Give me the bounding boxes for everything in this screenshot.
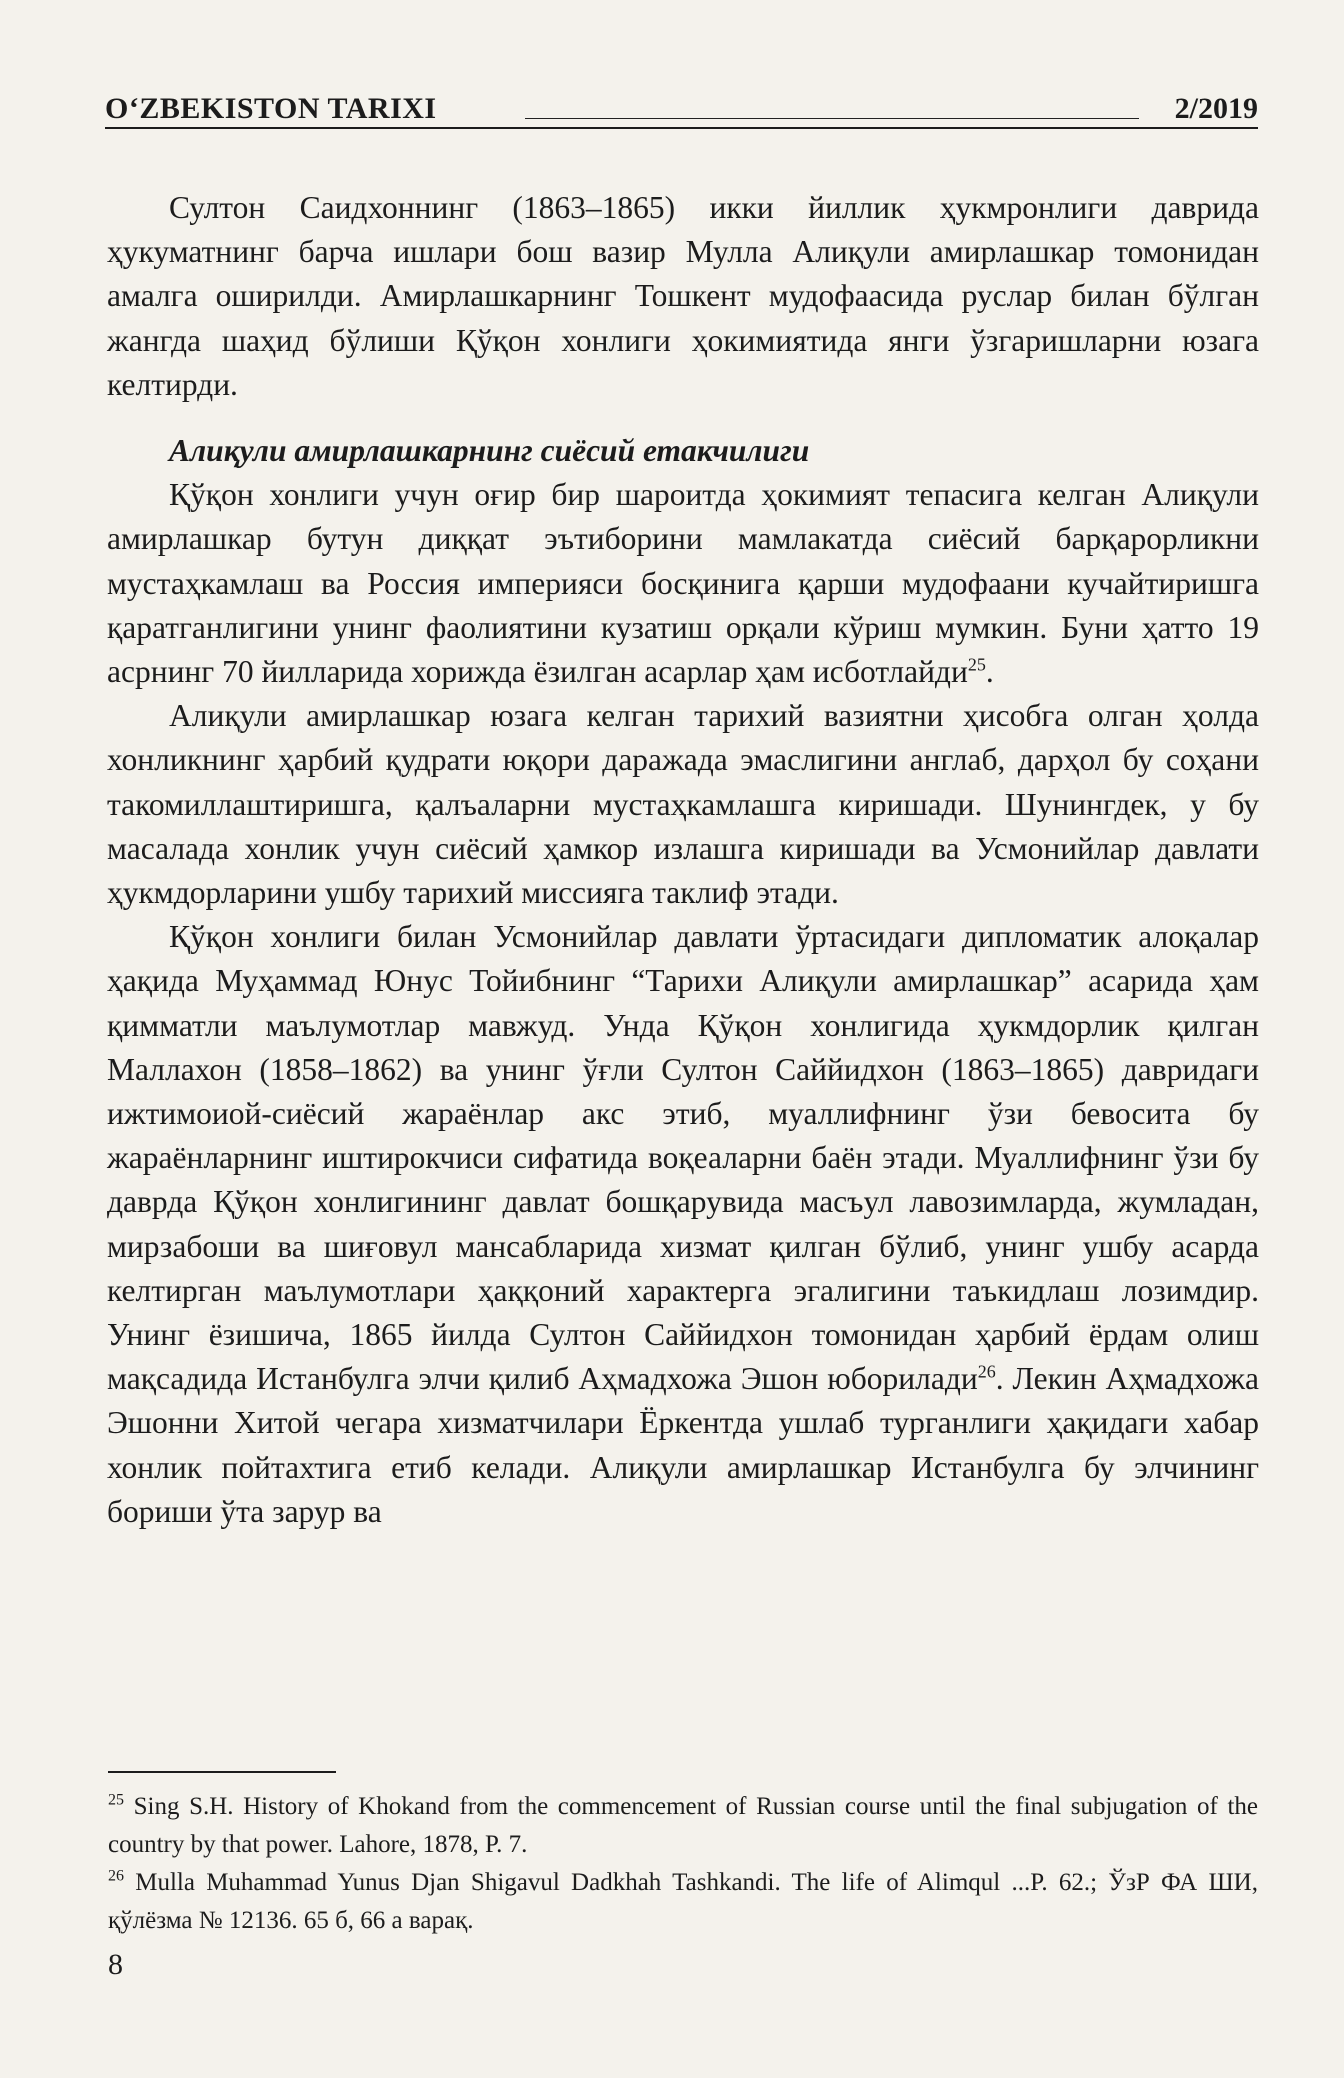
issue-number: 2/2019 (1174, 92, 1258, 125)
paragraph-3: Алиқули амирлашкар юзага келган тарихий вазиятни ҳисобга олган ҳолда хонликнинг ҳарбий қудрати юқори даражада эмаслигини англаб, дарҳол бу соҳани такомиллаштиришга, қалъаларни мустаҳкамлашга киришади. Шунингдек, у бу масалада хонлик учун сиёсий ҳамкор излашга киришади ва Усмонийлар давлати ҳукмдорларини ушбу тарихий миссияга таклиф этади. (107, 698, 1259, 911)
running-header (105, 78, 1258, 130)
paragraph-2: Қўқон хонлиги учун оғир бир шароитда ҳокимият тепасига келган Алиқули амирлашкар бутун диққат эътиборини мамлакатда сиёсий барқарорликни мустаҳкамлаш ва Россия империяси босқинига қарши мудофаани кучайтиришга қаратганлигини унинг фаолиятини кузатиш орқали кўриш мумкин. Буни ҳатто 19 асрнинг 70 йилларида хорижда ёзилган асарлар ҳам исботлайди$^{25}$. (107, 477, 1259, 690)
paragraph-4-text-b: . Лекин Аҳмадхожа Эшонни Хитой чегара хизматчилари Ёркентда ушлаб турганлиги ҳақидаги хабар хонлик пойтахтига етиб келади. Алиқули амирлашкар Истанбулга бу элчининг бориши ўта зарур ва (107, 1361, 1259, 1529)
article-body (107, 186, 1259, 1534)
section-heading: Алиқули амирлашкарнинг сиёсий етакчилиги (169, 433, 810, 469)
footnote-text: Mulla Muhammad Yunus Djan Shigavul Dadkhah Tashkandi. The life of Alimqul ...P. 62.; ЎзР ФА ШИ, қўлёзма № 12136. 65 б, 66 а варақ. (108, 1869, 1258, 1934)
footnotes (108, 1788, 1258, 1940)
paragraph-4-text-a: Қўқон хонлиги билан Усмонийлар давлати ўртасидаги дипломатик алоқалар ҳақида Муҳаммад Юнус Тойибнинг “Тарихи Алиқули амирлашкар” асарида ҳам қимматли маълумотлар мавжуд. Унда Қўқон хонлигида ҳукмдорлик қилган Маллахон (1858–1862) ва унинг ўғли Султон Саййидхон (1863–1865) давридаги ижтимоиой-сиёсий жараёнлар акс этиб, муаллифнинг ўзи бевосита бу жараёнларнинг иштирокчиси сифатида воқеаларни баён этади. Муаллифнинг ўзи бу даврда Қўқон хонлигининг давлат бошқарувида масъул лавозимларда, жумладан, мирзабоши ва шиғовул мансабларида хизмат қилган бўлиб, унинг ушбу асарда келтирган маълумотлари ҳаққоний характерга эгалигини таъкидлаш лозимдир. Унинг ёзишича, 1865 йилда Султон Саййидхон томонидан ҳарбий ёрдам олиш мақсадида Истанбулга элчи қилиб Аҳмадхожа Эшон юборилади (107, 919, 1259, 1397)
paragraph-4 (107, 915, 1259, 1534)
footnote-26 (108, 1864, 1258, 1940)
journal-title: O‘ZBEKISTON TARIXI (105, 92, 437, 125)
page-number: 8 (108, 1948, 123, 1981)
header-fill-line (525, 118, 1139, 119)
paragraph-2-text: Қўқон хонлиги учун оғир бир шароитда ҳокимият тепасига келган Алиқули амирлашкар бутун диққат эътиборини мамлакатда сиёсий барқарорликни мустаҳкамлаш ва Россия империяси босқинига қарши мудофаани кучайтиришга қаратганлигини унинг фаолиятини кузатиш орқали кўриш мумкин. Буни ҳатто 19 асрнинг 70 йилларида хорижда ёзилган асарлар ҳам исботлайди (107, 477, 1259, 690)
footnote-ref-25[interactable]: 25 (967, 654, 986, 675)
footnote-25 (108, 1788, 1258, 1864)
header-rule (105, 127, 1258, 129)
paragraph-1: Султон Саидхоннинг (1863–1865) икки йиллик ҳукмронлиги даврида ҳукуматнинг барча ишлари бош вазир Мулла Алиқули амирлашкар томонидан амалга оширилди. Амирлашкарнинг Тошкент мудофаасида руслар билан бўлган жангда шаҳид бўлиши Қўқон хонлиги ҳокимиятида янги ўзгаришларни юзага келтирди. (107, 190, 1259, 402)
footnote-ref-26[interactable]: 26 (977, 1361, 996, 1382)
footnote-separator (108, 1771, 336, 1773)
footnote-number: 26 (108, 1867, 124, 1885)
footnote-number: 25 (108, 1791, 124, 1809)
footnote-text: Sing S.H. History of Khokand from the commencement of Russian course until the final subjugation of the country by that power. Lahore, 1878, P. 7. (108, 1793, 1258, 1858)
